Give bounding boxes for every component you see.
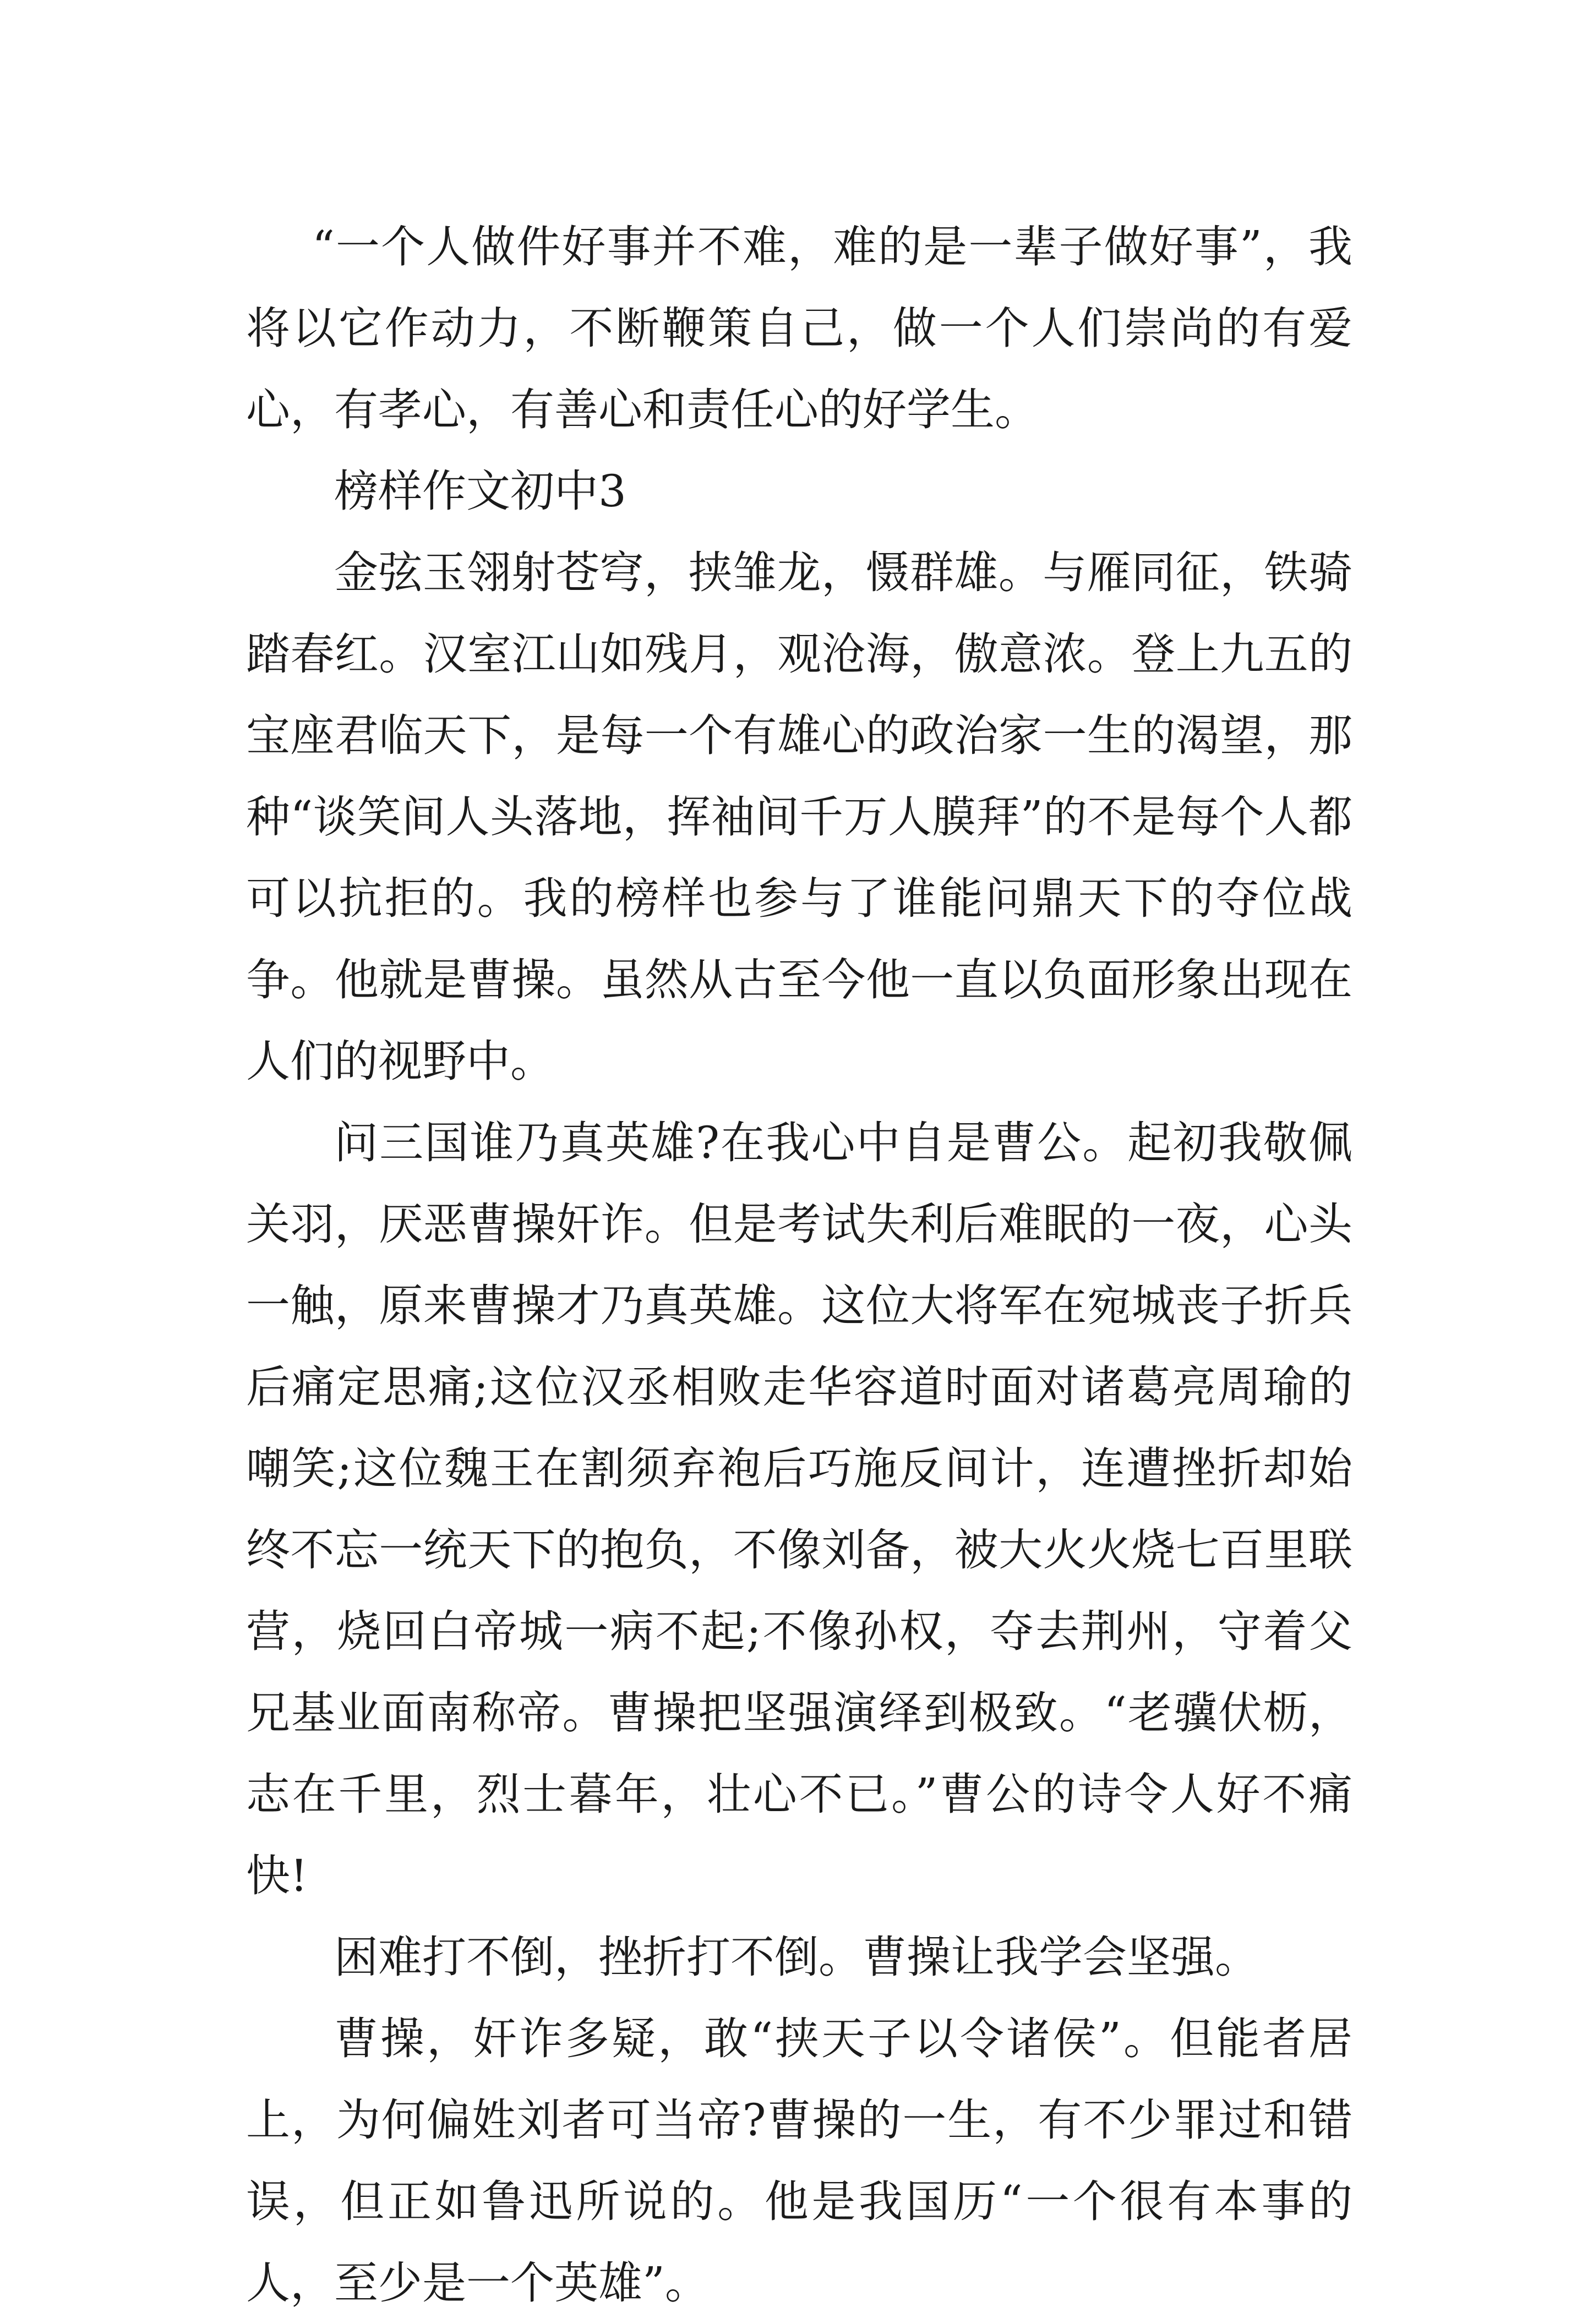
section-heading: 榜样作文初中3 bbox=[334, 466, 626, 517]
paragraph-intro-cao-cao: 金弦玉翎射苍穹，挟雏龙，慑群雄。与雁同征，铁骑踏春红。汉室江山如残月，观沧海，傲意浓。登上九五的宝座君临天下，是每一个有雄心的政治家一生的渴望，那种“谈笑间人头落地，挥袖间千万人膜拜”的不是每个人都可以抗拒的。我的榜样也参与了谁能问鼎天下的夺位战争。他就是曹操。虽然从古至今他一直以负面形象出现在人们的视野中。 bbox=[246, 547, 1352, 1087]
paragraph-learn-strength: 困难打不倒，挫折打不倒。曹操让我学会坚强。 bbox=[334, 1932, 1259, 1983]
paragraph-conclusion: 曹操，奸诈多疑，敢“挟天子以令诸侯”。但能者居上，为何偏姓刘者可当帝?曹操的一生，有不少罪过和错误，但正如鲁迅所说的。他是我国历“一个很有本事的人，至少是一个英雄”。 bbox=[246, 2013, 1352, 2309]
document-body bbox=[246, 206, 1352, 2324]
paragraph-true-hero: 问三国谁乃真英雄?在我心中自是曹公。起初我敬佩关羽，厌恶曹操奸诈。但是考试失利后难眠的一夜，心头一触，原来曹操才乃真英雄。这位大将军在宛城丧子折兵后痛定思痛;这位汉丞相败走华容道时面对诸葛亮周瑜的嘲笑;这位魏王在割须弃袍后巧施反间计，连遭挫折却始终不忘一统天下的抱负，不像刘备，被大火火烧七百里联营，烧回白帝城一病不起;不像孙权，夺去荆州，守着父兄基业面南称帝。曹操把坚强演绎到极致。“老骥伏枥，志在千里，烈士暮年，壮心不已。”曹公的诗令人好不痛快! bbox=[246, 1117, 1352, 1901]
paragraph-closing-quote: “一个人做件好事并不难，难的是一辈子做好事”，我将以它作动力，不断鞭策自己，做一个人们崇尚的有爱心，有孝心，有善心和责任心的好学生。 bbox=[246, 221, 1352, 435]
